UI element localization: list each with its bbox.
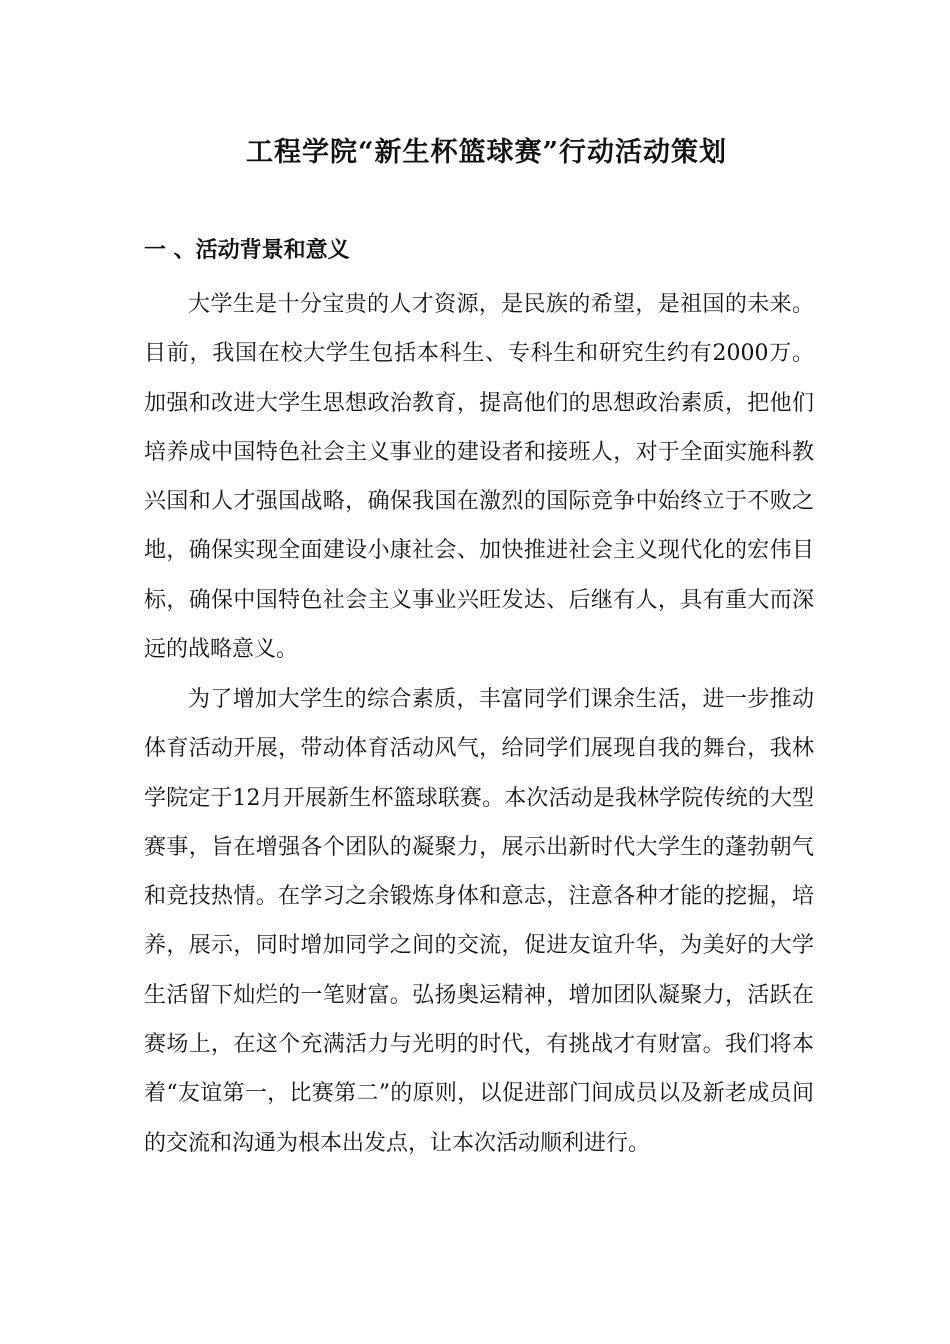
section-heading: 一 、活动背景和意义 — [144, 237, 350, 263]
document-title: 工程学院“新生杯篮球赛”行动活动策划 — [246, 137, 728, 168]
body-paragraph: 为了增加大学生的综合素质，丰富同学们课余生活，进一步推动体育活动开展，带动体育活动风气，给同学们展现自我的舞台，我林学院定于12月开展新生杯篮球联赛。本次活动是我林学院传统的大型赛事，旨在增强各个团队的凝聚力，展示出新时代大学生的蓬勃朝气和竞技热情。在学习之余锻炼身体和意志，注意各种才能的挖掘，培养，展示，同时增加同学之间的交流，促进友谊升华，为美好的大学生活留下灿烂的一笔财富。弘扬奥运精神，增加团队凝聚力，活跃在赛场上，在这个充满活力与光明的时代，有挑战才有财富。我们将本着“友谊第一，比赛第二”的原则，以促进部门间成员以及新老成员间的交流和沟通为根本出发点，让本次活动顺利进行。 — [144, 687, 814, 1156]
body-paragraph: 大学生是十分宝贵的人才资源，是民族的希望，是祖国的未来。目前，我国在校大学生包括本科生、专科生和研究生约有2000万。加强和改进大学生思想政治教育，提高他们的思想政治素质，把他们培养成中国特色社会主义事业的建设者和接班人，对于全面实施科教兴国和人才强国战略，确保我国在激烈的国际竞争中始终立于不败之地，确保实现全面建设小康社会、加快推进社会主义现代化的宏伟目标，确保中国特色社会主义事业兴旺发达、后继有人，具有重大而深远的战略意义。 — [144, 292, 814, 663]
